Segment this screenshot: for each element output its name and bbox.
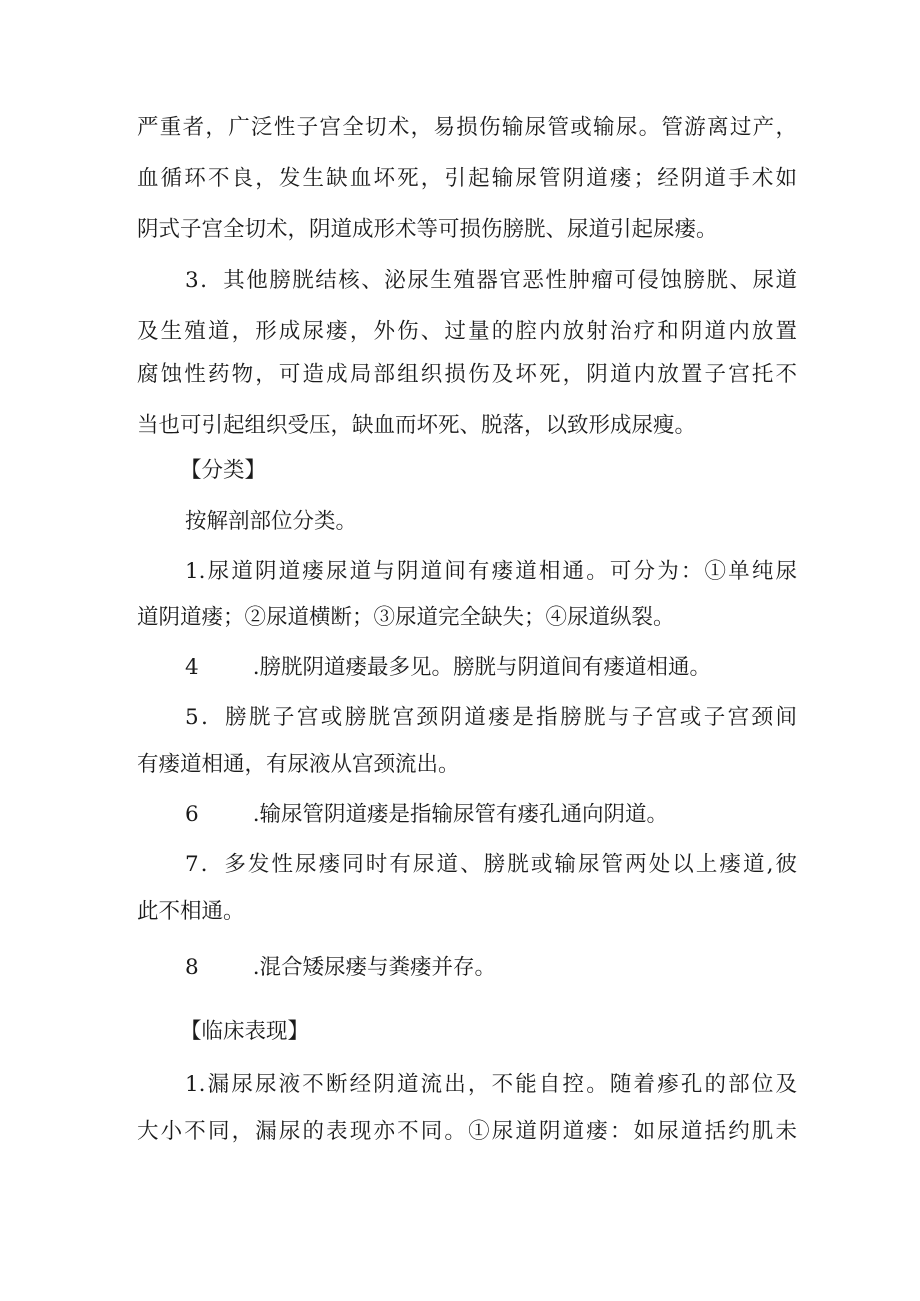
text-line: 道阴道瘘；②尿道横断；③尿道完全缺失；④尿道纵裂。 <box>137 605 675 630</box>
list-number: 6 <box>185 802 199 827</box>
section-heading: 【分类】 <box>180 458 267 483</box>
text-line: 阴式子宫全切术，阴道成形术等可损伤膀胱、尿道引起尿瘘。 <box>137 217 718 242</box>
list-text: .膀胱阴道瘘最多见。膀胱与阴道间有瘘道相通。 <box>252 655 712 680</box>
text-line: 5．膀胱子宫或膀胱宫颈阴道瘘是指膀胱与子宫或子宫颈间 <box>185 705 797 730</box>
list-text: .混合矮尿瘘与粪瘘并存。 <box>252 955 497 980</box>
text-line: 严重者，广泛性子宫全切术，易损伤输尿管或输尿。管游离过产， <box>137 115 797 140</box>
text-line: 有瘘道相通，有尿液从宫颈流出。 <box>137 752 460 777</box>
text-line: 当也可引起组织受压，缺血而坏死、脱落，以致形成尿瘦。 <box>137 413 697 438</box>
text-line: 1.漏尿尿液不断经阴道流出，不能自控。随着瘆孔的部位及 <box>185 1072 797 1097</box>
text-line: 7．多发性尿瘘同时有尿道、膀胱或输尿管两处以上瘘道,彼 <box>185 852 797 877</box>
text-line: 1.尿道阴道瘘尿道与阴道间有瘘道相通。可分为：①单纯尿 <box>185 559 797 584</box>
text-line: 血循环不良，发生缺血坏死，引起输尿管阴道瘘；经阴道手术如 <box>137 166 797 191</box>
text-line: 腐蚀性药物，可造成局部组织损伤及坏死，阴道内放置子宫托不 <box>137 362 797 387</box>
section-heading: 【临床表现】 <box>180 1019 310 1044</box>
text-line: 及生殖道，形成尿瘘，外伤、过量的腔内放射治疗和阴道内放置 <box>137 319 797 344</box>
list-number: 4 <box>185 655 199 680</box>
text-line <box>185 800 797 830</box>
list-text: .输尿管阴道瘘是指输尿管有瘘孔通向阴道。 <box>252 802 669 827</box>
list-number: 8 <box>185 955 199 980</box>
text-line: 按解剖部位分类。 <box>185 509 358 534</box>
text-line <box>185 653 797 683</box>
text-line: 大小不同，漏尿的表现亦不同。①尿道阴道瘘：如尿道括约肌未 <box>137 1119 797 1144</box>
text-line: 3．其他膀胱结核、泌尿生殖器官恶性肿瘤可侵蚀膀胱、尿道 <box>185 268 797 293</box>
text-line: 此不相通。 <box>137 899 245 924</box>
text-line <box>185 953 797 983</box>
